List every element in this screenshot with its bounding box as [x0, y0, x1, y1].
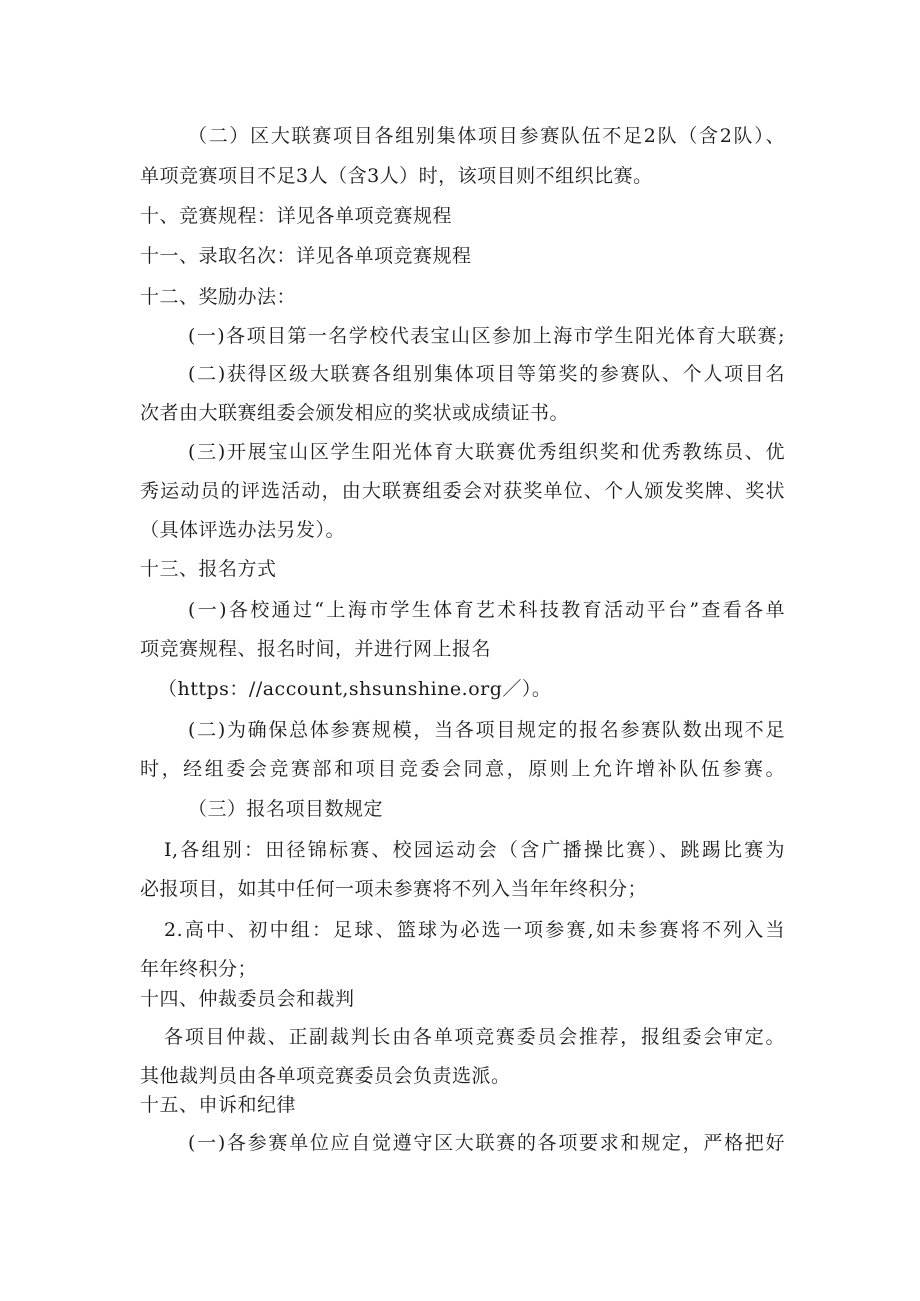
paragraph-line: (三)开展宝山区学生阳光体育大联赛优秀组织奖和优秀教练员、优: [188, 441, 785, 463]
section-heading: 十一、录取名次：详见各单项竞赛规程: [140, 245, 472, 267]
paragraph-line: (二)获得区级大联赛各组别集体项目等第奖的参赛队、个人项目名: [188, 363, 785, 385]
subsection-heading: （三）报名项目数规定: [188, 798, 384, 820]
paragraph-line: 2.高中、初中组：足球、篮球为必选一项参赛,如未参赛将不列入当: [164, 919, 785, 941]
paragraph-line: 时，经组委会竞赛部和项目竞委会同意，原则上允许增补队伍参赛。: [140, 758, 785, 780]
url-line: （https：//account,shsunshine.org／）。: [158, 678, 552, 700]
paragraph-line: I,各组别：田径锦标赛、校园运动会（含广播操比赛）、跳踢比赛为: [164, 839, 785, 861]
paragraph-line: 单项竞赛项目不足3人（含3人）时，该项目则不组织比赛。: [140, 165, 653, 187]
section-heading: 十二、奖励办法：: [140, 286, 297, 308]
section-heading: 十五、申诉和纪律: [140, 1094, 297, 1116]
paragraph-line: 项竞赛规程、报名时间，并进行网上报名: [140, 638, 492, 660]
paragraph-line: 其他裁判员由各单项竞赛委员会负责选派。: [140, 1065, 511, 1087]
paragraph-line: (一)各参赛单位应自觉遵守区大联赛的各项要求和规定，严格把好: [188, 1132, 785, 1154]
section-heading: 十三、报名方式: [140, 558, 277, 580]
paragraph-line: （二）区大联赛项目各组别集体项目参赛队伍不足2队（含2队）、: [188, 125, 785, 147]
paragraph-line: （具体评选办法另发）。: [140, 519, 346, 541]
paragraph-line: 年年终积分；: [140, 958, 258, 980]
paragraph-line: 各项目仲裁、正副裁判长由各单项竞赛委员会推荐，报组委会审定。: [164, 1026, 785, 1048]
section-heading: 十、竞赛规程：详见各单项竞赛规程: [140, 205, 453, 227]
paragraph-line: (一)各校通过“上海市学生体育艺术科技教育活动平台”查看各单: [188, 599, 785, 621]
paragraph-line: 秀运动员的评选活动，由大联赛组委会对获奖单位、个人颁发奖牌、奖状: [140, 480, 785, 502]
paragraph-line: 必报项目，如其中任何一项未参赛将不列入当年年终积分；: [140, 878, 648, 900]
paragraph-line: 次者由大联赛组委会颁发相应的奖状或成绩证书。: [140, 402, 570, 424]
paragraph-line: (一)各项目第一名学校代表宝山区参加上海市学生阳光体育大联赛;: [188, 325, 785, 347]
section-heading: 十四、仲裁委员会和裁判: [140, 988, 355, 1010]
paragraph-line: (二)为确保总体参赛规模，当各项目规定的报名参赛队数出现不足: [188, 719, 785, 741]
